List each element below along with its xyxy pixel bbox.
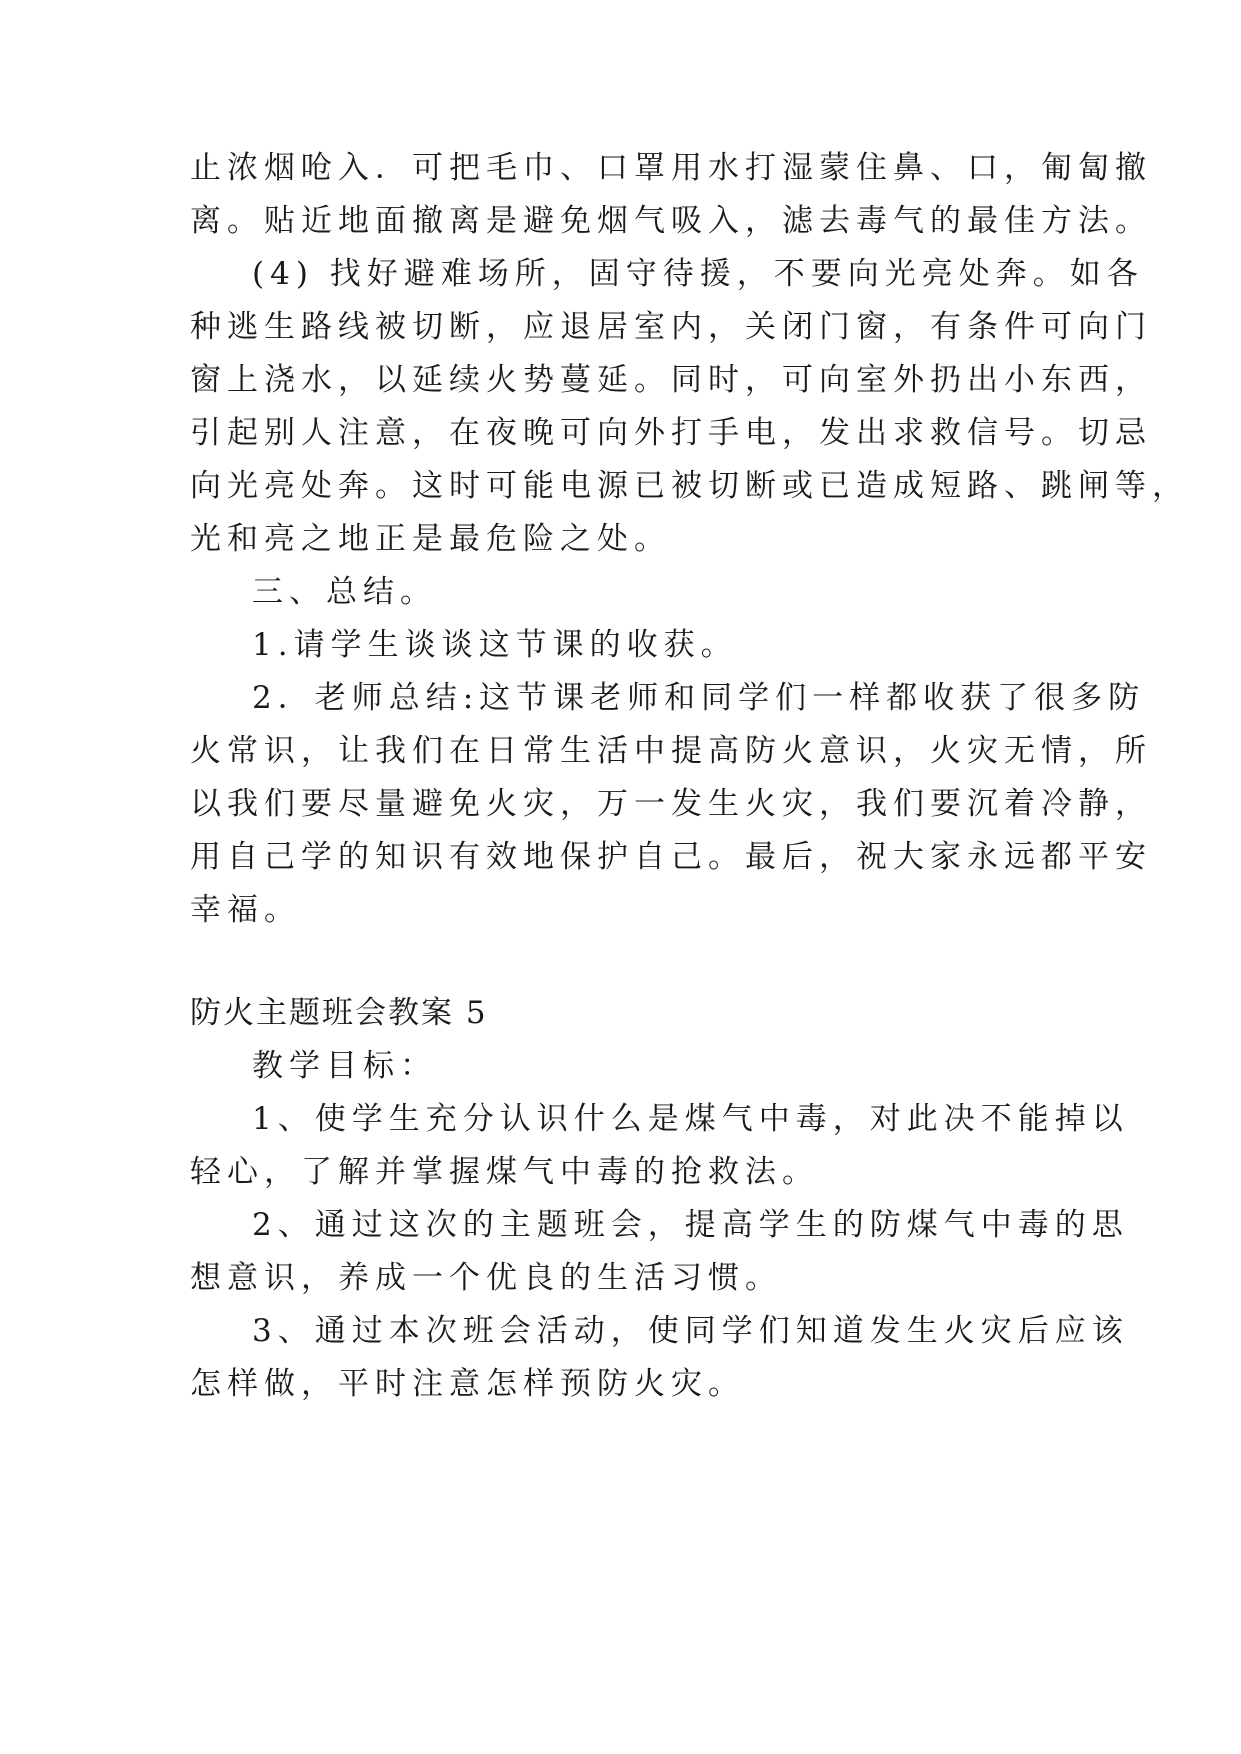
section-title: 防火主题班会教案 5 <box>190 995 488 1031</box>
paragraph-line: 轻心，了解并掌握煤气中毒的抢救法。 <box>190 1154 819 1190</box>
paragraph-line: 3、通过本次班会活动，使同学们知道发生火灾后应该 <box>252 1313 1129 1349</box>
paragraph-line: 以我们要尽量避免火灾，万一发生火灾，我们要沉着冷静， <box>190 786 1152 822</box>
paragraph-line: 引起别人注意，在夜晚可向外打手电，发出求救信号。切忌 <box>190 415 1152 451</box>
paragraph-line: 幸福。 <box>190 892 301 928</box>
paragraph-line: 火常识，让我们在日常生活中提高防火意识，火灾无情，所 <box>190 733 1152 769</box>
paragraph-line: 向光亮处奔。这时可能电源已被切断或已造成短路、跳闸等， <box>190 468 1189 504</box>
paragraph-line: 止浓烟呛入．可把毛巾、口罩用水打湿蒙住鼻、口，匍匐撤 <box>190 150 1152 186</box>
paragraph-line: 种逃生路线被切断，应退居室内，关闭门窗，有条件可向门 <box>190 309 1152 345</box>
paragraph-line: 怎样做，平时注意怎样预防火灾。 <box>190 1366 745 1402</box>
subsection-heading: 教学目标： <box>252 1048 437 1084</box>
paragraph-line: 光和亮之地正是最危险之处。 <box>190 521 671 557</box>
paragraph-line: 1.请学生谈谈这节课的收获。 <box>252 627 738 663</box>
paragraph-line: 窗上浇水，以延续火势蔓延。同时，可向室外扔出小东西， <box>190 362 1152 398</box>
section-heading: 三、总结。 <box>252 574 437 610</box>
paragraph-line: 用自己学的知识有效地保护自己。最后，祝大家永远都平安 <box>190 839 1152 875</box>
paragraph-line: 离。贴近地面撤离是避免烟气吸入，滤去毒气的最佳方法。 <box>190 203 1152 239</box>
paragraph-line: (4) 找好避难场所，固守待援，不要向光亮处奔。如各 <box>252 256 1144 292</box>
paragraph-line: 想意识，养成一个优良的生活习惯。 <box>190 1260 782 1296</box>
paragraph-line: 2．老师总结:这节课老师和同学们一样都收获了很多防 <box>252 680 1146 716</box>
paragraph-line: 2、通过这次的主题班会，提高学生的防煤气中毒的思 <box>252 1207 1129 1243</box>
paragraph-line: 1、使学生充分认识什么是煤气中毒，对此决不能掉以 <box>252 1101 1129 1137</box>
